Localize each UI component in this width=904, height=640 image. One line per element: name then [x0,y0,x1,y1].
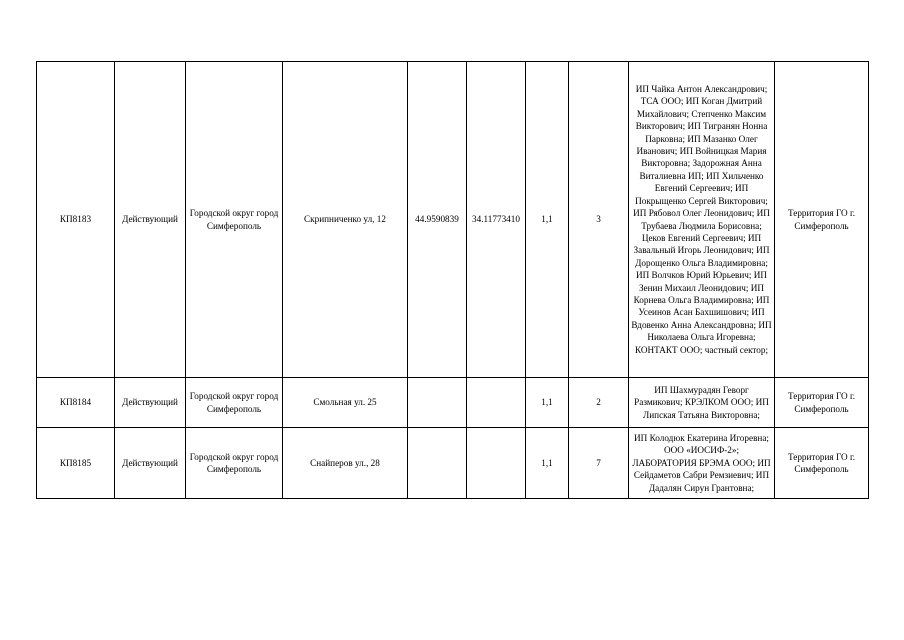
site-code: КП8185 [37,428,115,499]
site-status: Действующий [115,62,186,378]
site-address: Снайперов ул., 28 [283,428,408,499]
site-code: КП8184 [37,378,115,428]
container-count: 7 [569,428,629,499]
container-volume: 1,1 [526,378,569,428]
container-count: 3 [569,62,629,378]
site-territory: Территория ГО г. Симферополь [775,62,869,378]
site-territory: Территория ГО г. Симферополь [775,428,869,499]
container-volume: 1,1 [526,428,569,499]
site-district: Городской округ город Симферополь [186,62,283,378]
site-code: КП8183 [37,62,115,378]
site-owners: ИП Чайка Антон Александрович; ТСА ООО; ИП Коган Дмитрий Михайлович; Степченко Максим Викторович; ИП Тигранян Нонна Парковна; ИП Мазанко Олег Иванович; ИП Войницкая Мария Викторовна; Задорожная Анна Виталиевна ИП; ИП Хильченко Евгений Сергеевич; ИП Покрыщенко Сергей Викторович; ИП Рябовол Олег Леонидович; ИП Трубаева Людмила Борисовна; Цеков Евгений Сергеевич; ИП Завальный Игорь Леонидович; ИП Дорощенко Ольга Владимировна; ИП Волчков Юрий Юрьевич; ИП Зенин Михаил Леонидович; ИП Корнева Ольга Владимировна; ИП Усеинов Асан Бахшишович; ИП Вдовенко Анна Александровна; ИП Николаева Ольга Игоревна; КОНТАКТ ООО; частный сектор; [629,62,775,378]
site-status: Действующий [115,378,186,428]
site-address: Смольная ул. 25 [283,378,408,428]
table-row [37,428,869,499]
site-longitude [467,428,526,499]
site-owners: ИП Шахмурадян Геворг Размикович; КРЭЛКОМ ООО; ИП Липская Татьяна Викторовна; [629,378,775,428]
site-district: Городской округ город Симферополь [186,378,283,428]
site-district: Городской округ город Симферополь [186,428,283,499]
site-latitude [408,378,467,428]
site-owners: ИП Колодюк Екатерина Игоревна; ООО «ИОСИФ-2»; ЛАБОРАТОРИЯ БРЭМА ООО; ИП Сейдаметов Сабри Ремзиевич; ИП Дадалян Сирун Грантовна; [629,428,775,499]
waste-sites-table [36,61,869,499]
site-latitude: 44.9590839 [408,62,467,378]
table-row [37,378,869,428]
site-longitude: 34.11773410 [467,62,526,378]
site-status: Действующий [115,428,186,499]
table-row [37,62,869,378]
site-address: Скрипниченко ул, 12 [283,62,408,378]
site-latitude [408,428,467,499]
site-territory: Территория ГО г. Симферополь [775,378,869,428]
container-count: 2 [569,378,629,428]
site-longitude [467,378,526,428]
container-volume: 1,1 [526,62,569,378]
